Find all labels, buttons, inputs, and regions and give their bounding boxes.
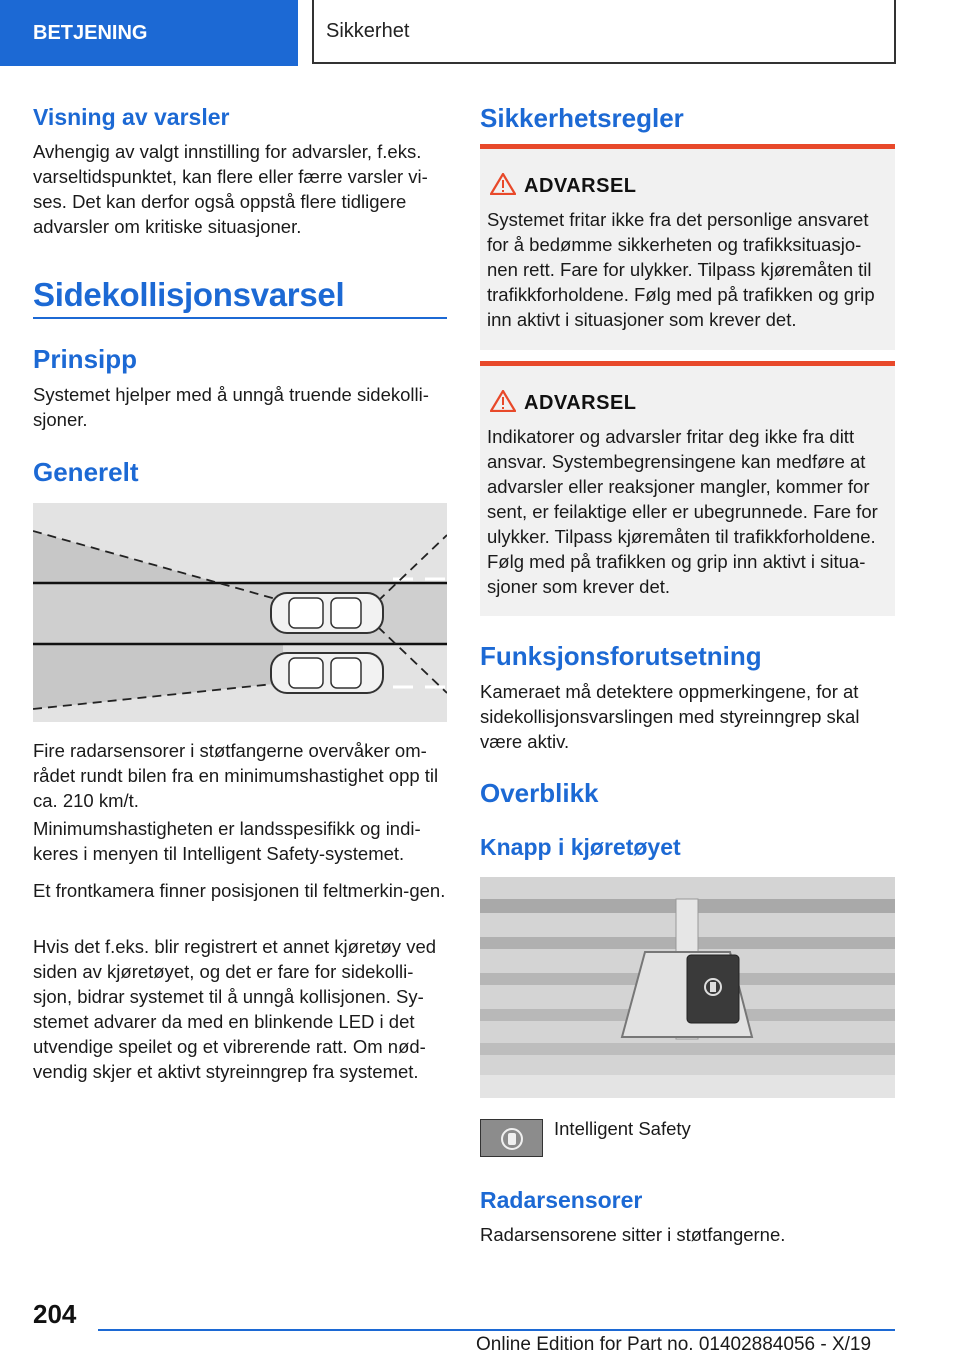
intelligent-safety-icon [480, 1119, 543, 1157]
paragraph-radarsensorer: Radarsensorene sitter i støtfangerne. [480, 1224, 786, 1245]
button-panel-svg [480, 877, 895, 1098]
paragraph-minimum: Minimumshastigheten er landsspesifikk og indi-keres i menyen til Intelligent Safety-systemet. [33, 818, 421, 864]
paragraph-radars: Fire radarsensorer i støtfangerne overvåker om-rådet rundt bilen fra en minimumshastighet opp til ca. 210 km/t. [33, 740, 439, 811]
heading-funksjonsforutsetning: Funksjonsforutsetning [480, 641, 762, 671]
warning-text: Systemet fritar ikke fra det personlige ansvaret for å bedømme sikkerheten og trafikksituasjo-nen rett. Fare for ulykker. Tilpass kjøremåten til trafikkforholdene. Følg med på trafikken og grip inn aktivt i situasjoner som krever det. [487, 209, 875, 330]
button-caption: Intelligent Safety [554, 1118, 691, 1139]
car-icon [271, 593, 383, 633]
warning-triangle-icon [490, 390, 516, 412]
warning-title: ADVARSEL [524, 392, 637, 414]
page-title: Sidekollisjonsvarsel [33, 276, 345, 313]
paragraph-frontkamera: Et frontkamera finner posisjonen til feltmerkin-gen. [33, 880, 446, 901]
title-underline [33, 317, 447, 319]
paragraph-function: Hvis det f.eks. blir registrert et annet kjøretøy ved siden av kjøretøyet, og det er fare for sidekolli-sjon, bidrar systemet til å unngå kollisjonen. Sy-stemet advarer da med en blinkende LED i det utvendige speilet og et vibrerende ratt. Om nød-vendig skjer et aktivt styreinngrep fra systemet. [33, 936, 437, 1082]
chapter-header [312, 0, 896, 64]
footer-edition: Online Edition for Part no. 01402884056 - X/19 [476, 1334, 872, 1355]
footer-rule [98, 1329, 895, 1331]
car-icon [271, 653, 383, 693]
page-number: 204 [33, 1299, 77, 1329]
section-label: BETJENING [33, 21, 148, 44]
paragraph-visning: Avhengig av valgt innstilling for advarsler, f.eks. varseltidspunktet, kan flere eller færre varsler vi-ses. Det kan derfor også oppstå flere tidligere advarsler om kritiske situasjoner. [33, 141, 428, 237]
heading-generelt: Generelt [33, 457, 139, 487]
warning-box-1 [480, 144, 895, 350]
heading-radarsensorer: Radarsensorer [480, 1187, 643, 1213]
paragraph-funksjonsforutsetning: Kameraet må detektere oppmerkingene, for at sidekollisjonsvarslingen med styreinngrep skal være aktiv. [480, 681, 860, 752]
paragraph-prinsipp: Systemet hjelper med å unngå truende sidekolli-sjoner. [33, 384, 429, 430]
warning-triangle-icon [490, 173, 516, 195]
section-tab [0, 0, 298, 66]
chapter-label: Sikkerhet [326, 19, 410, 42]
heading-visning: Visning av varsler [33, 104, 230, 130]
road-diagram [33, 503, 447, 722]
warning-title: ADVARSEL [524, 175, 637, 197]
heading-knapp: Knapp i kjøretøyet [480, 834, 681, 860]
intelligent-safety-symbol [481, 1120, 543, 1157]
button-panel-image [480, 877, 895, 1098]
warning-box-2 [480, 361, 895, 616]
heading-overblikk: Overblikk [480, 778, 599, 808]
heading-sikkerhetsregler: Sikkerhetsregler [480, 103, 684, 133]
road-diagram-svg [33, 503, 447, 722]
heading-prinsipp: Prinsipp [33, 344, 138, 374]
warning-text: Indikatorer og advarsler fritar deg ikke fra ditt ansvar. Systembegrensingene kan medføre at advarsler eller reaksjoner mangler, kommer for sent, er feilaktige eller er ubegrunnede. Fare for ulykker. Tilpass kjøremåten til trafikkforholdene. Følg med på trafikken og grip inn aktivt i situa-sjoner som krever det. [487, 426, 878, 597]
